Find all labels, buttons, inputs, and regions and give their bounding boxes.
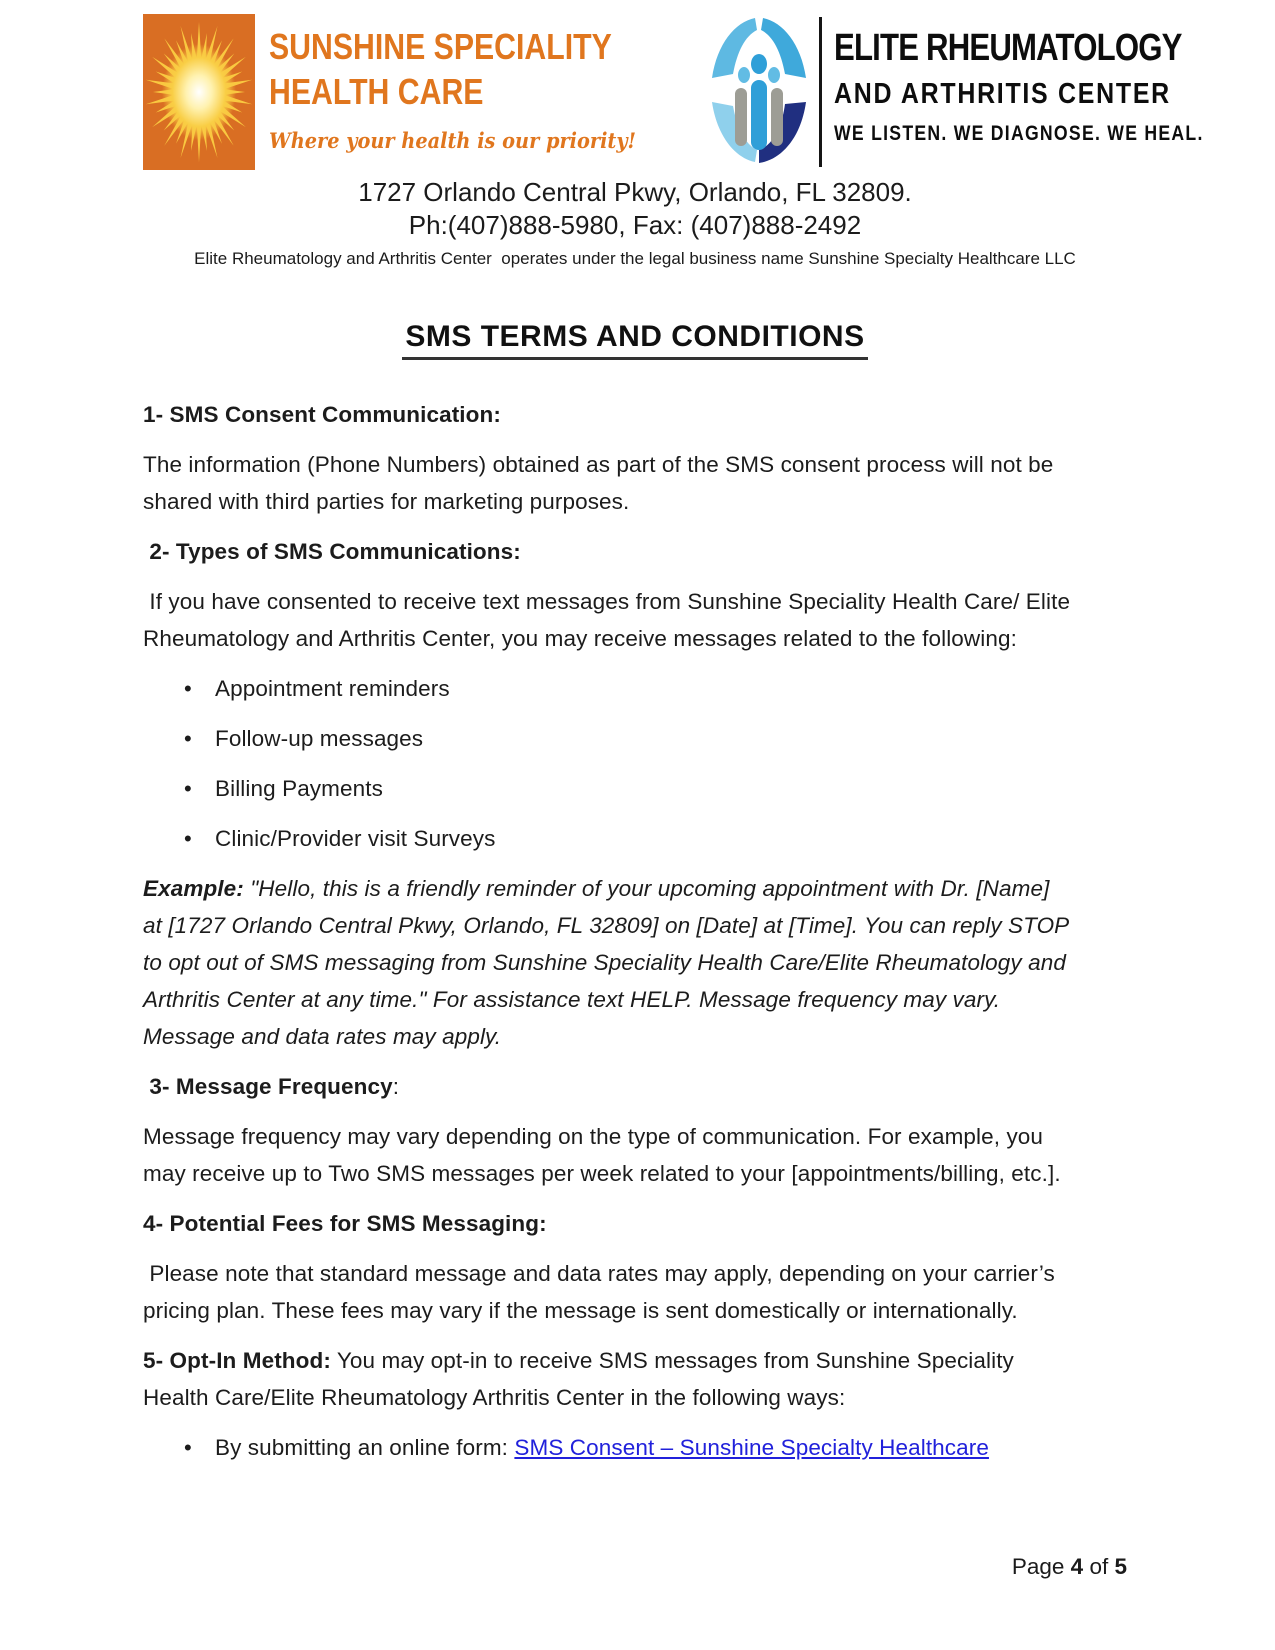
logo-divider-line xyxy=(819,17,822,167)
opt-in-bullet-prefix: By submitting an online form: xyxy=(215,1435,515,1460)
elite-rheumatology-logo xyxy=(707,14,1274,167)
document-title-row xyxy=(0,320,1275,360)
example-paragraph xyxy=(143,870,1127,1055)
list-item: • Clinic/Provider visit Surveys xyxy=(143,820,1127,857)
list-item xyxy=(143,1429,1127,1466)
section-5-paragraph xyxy=(143,1342,1127,1416)
sunshine-logo-text xyxy=(269,14,677,153)
paragraph-line: If you have consented to receive text messages from Sunshine Speciality Health Care/ Elite xyxy=(143,589,1071,614)
elite-logo-tagline: WE LISTEN. WE DIAGNOSE. WE HEAL. xyxy=(834,121,1204,145)
example-text: "Hello, this is a friendly reminder of your upcoming appointment with Dr. [Name] xyxy=(250,876,1050,901)
section-5-heading: 5- Opt-In Method: xyxy=(143,1348,331,1373)
section-3-paragraph xyxy=(143,1118,1127,1192)
people-oval-icon xyxy=(707,14,811,166)
list-item: • Appointment reminders xyxy=(143,670,1127,707)
footer-page-label: Page xyxy=(1011,1554,1065,1579)
sun-icon xyxy=(143,14,255,170)
paragraph-line: to opt out of SMS messaging from Sunshine Speciality Health Care/Elite Rheumatology and xyxy=(143,950,1066,975)
sms-consent-form-link[interactable]: SMS Consent – Sunshine Specialty Healthcare xyxy=(514,1435,989,1460)
paragraph-line: Message frequency may vary depending on the type of communication. For example, you xyxy=(143,1124,1044,1149)
document-body xyxy=(0,360,1275,1466)
example-label: Example: xyxy=(143,876,244,901)
paragraph-line: pricing plan. These fees may vary if the message is sent domestically or internationally. xyxy=(143,1298,1018,1323)
section-1-paragraph xyxy=(143,446,1127,520)
section-4-paragraph xyxy=(143,1255,1127,1329)
elite-logo-text xyxy=(834,14,1274,145)
legal-business-notice: Elite Rheumatology and Arthritis Center operates under the legal business name Sunshine Specialty Healthcare LLC xyxy=(194,249,1076,268)
section-3-heading-colon: : xyxy=(392,1074,400,1099)
paragraph-line: The information (Phone Numbers) obtained as part of the SMS consent process will not be xyxy=(143,452,1054,477)
document-title: SMS TERMS AND CONDITIONS xyxy=(402,320,867,360)
sms-types-bullet-list xyxy=(143,670,1127,857)
sunshine-logo xyxy=(143,14,677,170)
section-1-heading: 1- SMS Consent Communication: xyxy=(143,402,501,427)
paragraph-line: shared with third parties for marketing purposes. xyxy=(143,489,630,514)
practice-phone-fax: Ph:(407)888-5980, Fax: (407)888-2492 xyxy=(408,210,862,240)
practice-address: 1727 Orlando Central Pkwy, Orlando, FL 32809. xyxy=(358,177,912,207)
practice-contact-block xyxy=(0,176,1275,270)
paragraph-line: Arthritis Center at any time." For assistance text HELP. Message frequency may vary. xyxy=(143,987,1001,1012)
footer-page-total: 5 xyxy=(1114,1554,1127,1579)
section-2-heading: 2- Types of SMS Communications: xyxy=(143,539,521,564)
page-header xyxy=(0,0,1275,170)
list-item: • Follow-up messages xyxy=(143,720,1127,757)
elite-logo-name-line1: ELITE RHEUMATOLOGY xyxy=(834,27,1182,69)
paragraph-line: Health Care/Elite Rheumatology Arthritis Center in the following ways: xyxy=(143,1385,846,1410)
paragraph-line: at [1727 Orlando Central Pkwy, Orlando, FL 32809] on [Date] at [Time]. You can reply STOP xyxy=(143,913,1070,938)
section-4-heading: 4- Potential Fees for SMS Messaging: xyxy=(143,1211,547,1236)
paragraph-line: Message and data rates may apply. xyxy=(143,1024,502,1049)
page-number-footer xyxy=(1012,1553,1127,1581)
opt-in-bullet-list xyxy=(143,1429,1127,1466)
section-5-text: You may opt-in to receive SMS messages from Sunshine Speciality xyxy=(336,1348,1014,1373)
paragraph-line: Please note that standard message and data rates may apply, depending on your carrier’s xyxy=(143,1261,1055,1286)
sunshine-logo-name-line2: HEALTH CARE xyxy=(269,71,484,112)
footer-of-label: of xyxy=(1089,1554,1109,1579)
paragraph-line: may receive up to Two SMS messages per week related to your [appointments/billing, etc.]. xyxy=(143,1161,1061,1186)
section-3-heading xyxy=(143,1068,1127,1105)
section-3-heading-text: 3- Message Frequency xyxy=(143,1074,393,1099)
section-2-paragraph xyxy=(143,583,1127,657)
sunshine-logo-tagline: Where your health is our priority! xyxy=(269,128,637,153)
sunshine-logo-name-line1: SUNSHINE SPECIALITY xyxy=(269,26,612,67)
elite-logo-name-line2: AND ARTHRITIS CENTER xyxy=(834,77,1171,110)
paragraph-line: Rheumatology and Arthritis Center, you may receive messages related to the following: xyxy=(143,626,1017,651)
footer-page-number: 4 xyxy=(1070,1554,1084,1579)
list-item: • Billing Payments xyxy=(143,770,1127,807)
